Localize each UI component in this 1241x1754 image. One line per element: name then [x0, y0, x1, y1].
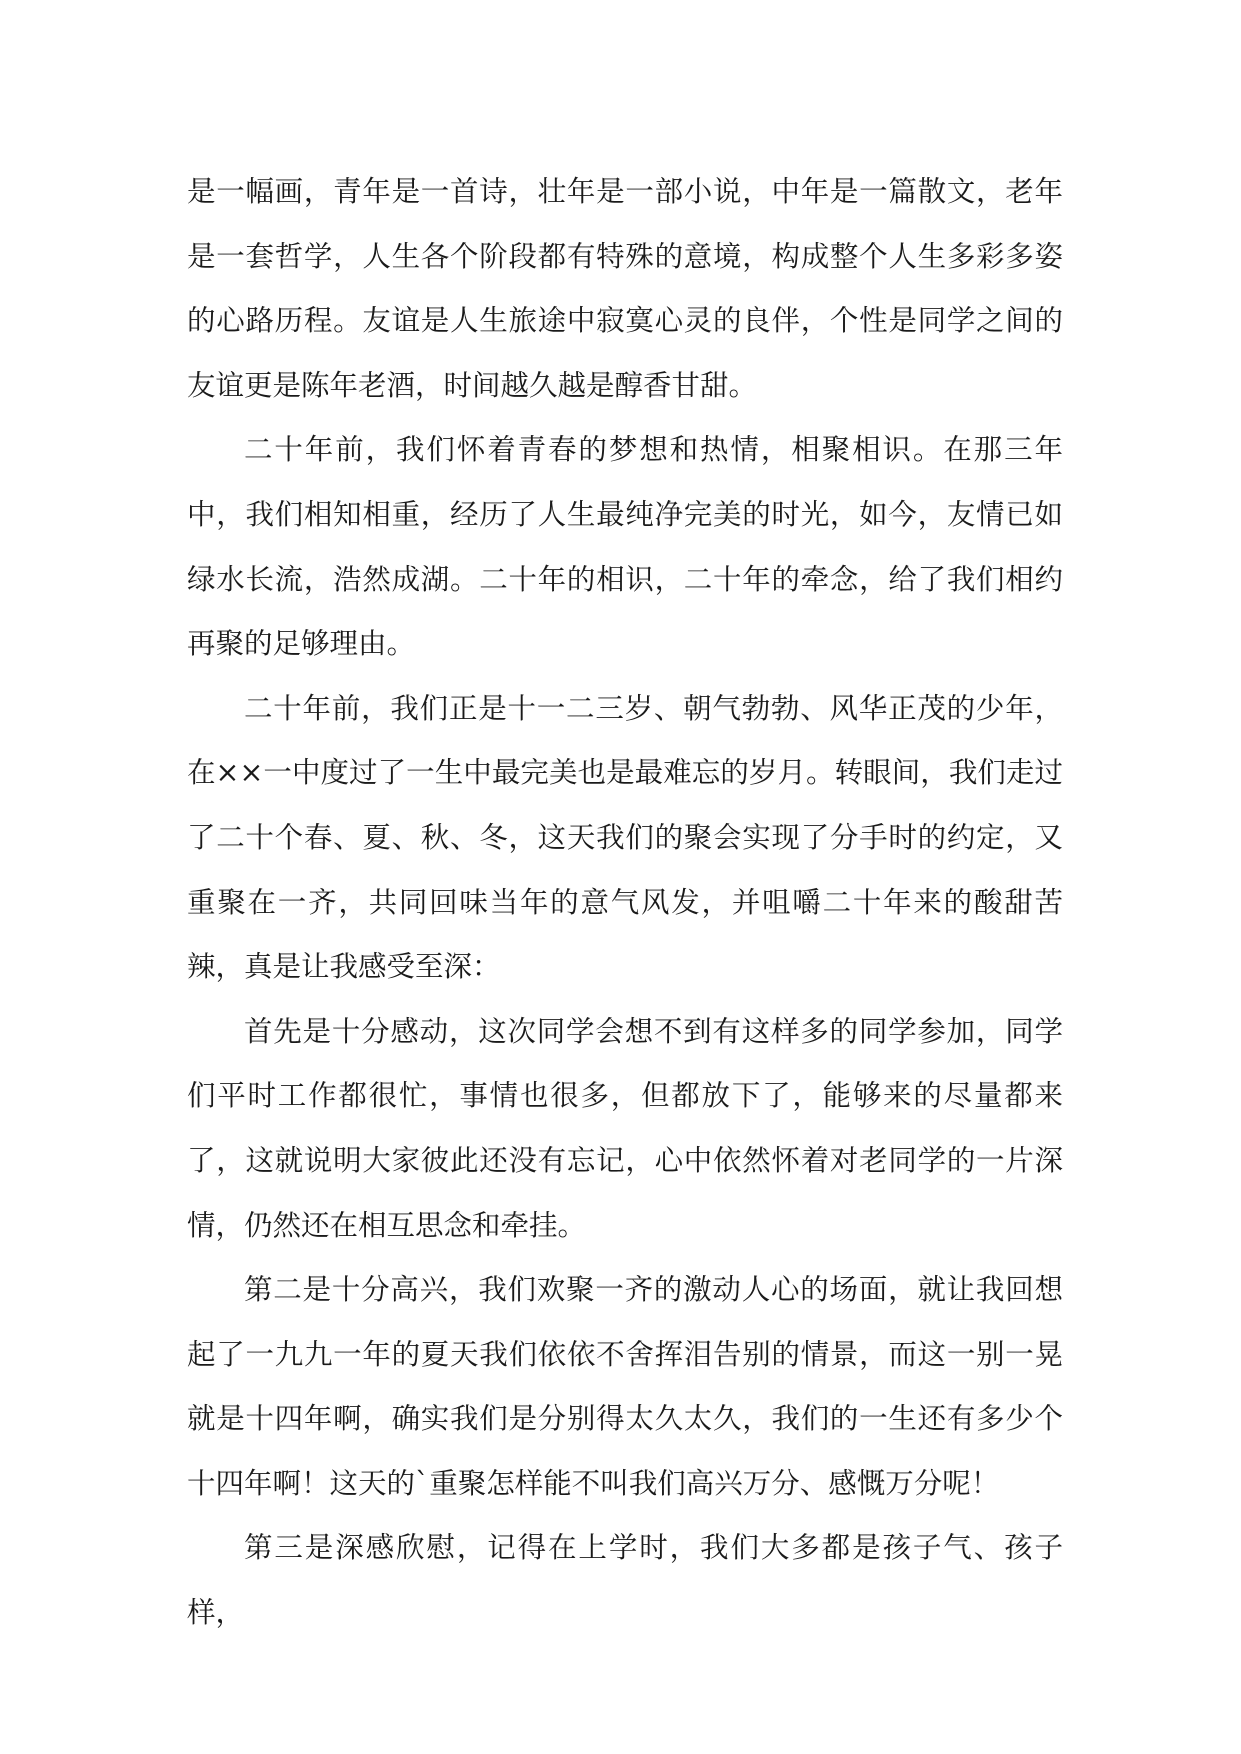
paragraph-6: 第三是深感欣慰，记得在上学时，我们大多都是孩子气、孩子样，	[187, 1531, 1063, 1630]
paragraph-4: 首先是十分感动，这次同学会想不到有这样多的同学参加，同学们平时工作都很忙，事情也很多，但都放下了，能够来的尽量都来了，这就说明大家彼此还没有忘记，心中依然怀着对老同学的一片深情，仍然还在相互思念和牵挂。	[187, 1014, 1063, 1242]
body-text	[187, 160, 1063, 1646]
paragraph-1: 是一幅画，青年是一首诗，壮年是一部小说，中年是一篇散文，老年是一套哲学，人生各个阶段都有特殊的意境，构成整个人生多彩多姿的心路历程。友谊是人生旅途中寂寞心灵的良伴，个性是同学之间的友谊更是陈年老酒，时间越久越是醇香甘甜。	[187, 175, 1063, 402]
paragraph-5: 第二是十分高兴，我们欢聚一齐的激动人心的场面，就让我回想起了一九九一年的夏天我们依依不舍挥泪告别的情景，而这一别一晃就是十四年啊，确实我们是分别得太久太久，我们的一生还有多少个十四年啊！这天的`重聚怎样能不叫我们高兴万分、感慨万分呢！	[187, 1273, 1063, 1500]
paragraph-3: 二十年前，我们正是十一二三岁、朝气勃勃、风华正茂的少年，在××一中度过了一生中最完美也是最难忘的岁月。转眼间，我们走过了二十个春、夏、秋、冬，这天我们的聚会实现了分手时的约定，又重聚在一齐，共同回味当年的意气风发，并咀嚼二十年来的酸甜苦辣，真是让我感受至深：	[187, 691, 1063, 984]
paragraph-2: 二十年前，我们怀着青春的梦想和热情，相聚相识。在那三年中，我们相知相重，经历了人生最纯净完美的时光，如今，友情已如绿水长流，浩然成湖。二十年的相识，二十年的牵念，给了我们相约再聚的足够理由。	[187, 433, 1063, 661]
